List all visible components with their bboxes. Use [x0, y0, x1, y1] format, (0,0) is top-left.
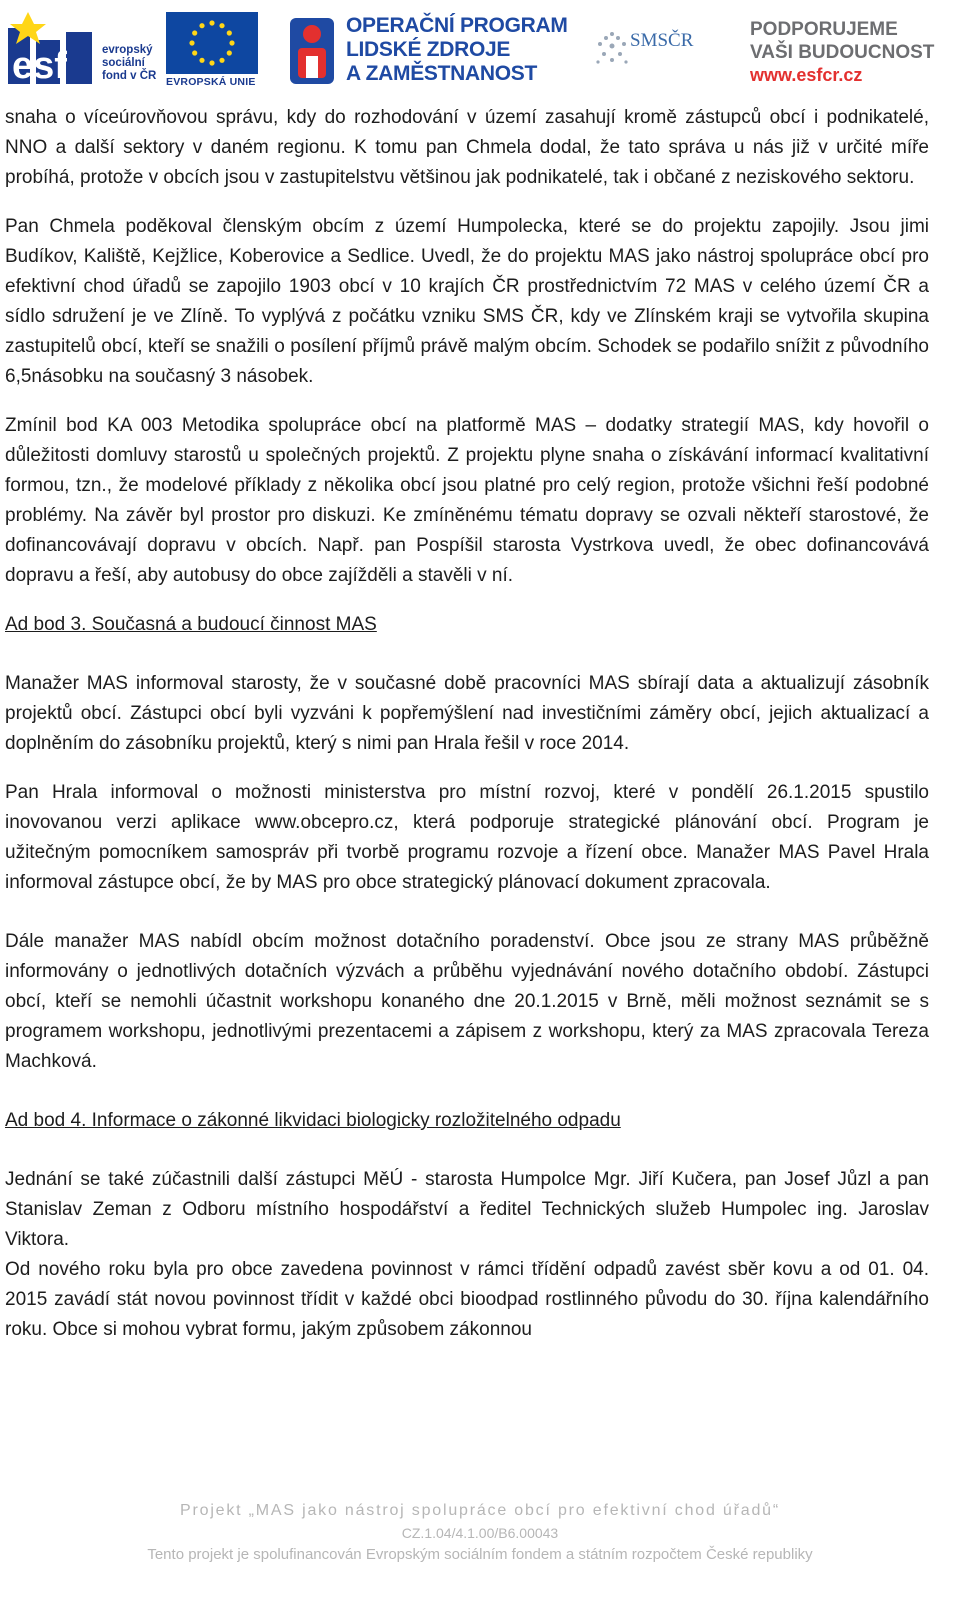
paragraph-obcepro: Pan Hrala informoval o možnosti ministerstva pro místní rozvoj, které v pondělí 26.1.2015 spustilo inovovanou verzi aplikace www.obcepro.cz, která podporuje strategické plánování obcí. Program je užitečným pomocníkem samospráv při tvorbě programu rozvoje a řízení obce. Manažer MAS Pavel Hrala informoval zástupce obcí, že by MAS pro obce strategický plánovací dokument zpracovala. [5, 782, 929, 893]
esf-caption-line: fond v ČR [102, 70, 157, 82]
esf-logo [6, 10, 96, 88]
paragraph-grant-advisory: Dále manažer MAS nabídl obcím možnost dotačního poradenství. Obce jsou ze strany MAS průběžně informovány o jednotlivých dotačních výzvách a průběhu vyjednávání nového dotačního období. Zástupci obcí, kteří se nemohli účastnit workshopu konaného dne 20.1.2015 v Brně, měli možnost seznámit se s programem workshopu, jednotlivými prezentacemi a zápisem z workshopu, který za MAS zpracovala Tereza Machková. [5, 931, 929, 1072]
esf-caption-line: sociální [102, 57, 145, 69]
footer-funding-note: Tento projekt je spolufinancován Evropským sociálním fondem a státním rozpočtem České republiky [147, 1546, 813, 1563]
paragraph-attendees: Jednání se také zúčastnili další zástupci MěÚ - starosta Humpolce Mgr. Jiří Kučera, pan Josef Jůzl a pan Stanislav Zeman z Odboru místního hospodářství a ředitel Technických služeb Humpolec ing. Jaroslav Viktora. [5, 1169, 929, 1250]
logo-header [0, 0, 960, 96]
paragraph-bio-waste: Od nového roku byla pro obce zavedena povinnost v rámci třídění odpadů zavést sběr kovu a od 01. 04. 2015 zavádí stát novou povinnost třídit v každé obci bioodpad rostlinného původu do 30. října kalendářního roku. Obce si mohou vybrat formu, jakým způsobem zákonnou [5, 1259, 929, 1340]
paragraph-multilevel-governance: snaha o víceúrovňovou správu, kdy do rozhodování v území zasahují kromě zástupců obcí i podnikatelé, NNO a další sektory v daném regionu. K tomu pan Chmela dodal, že tato správa u nás již v určité míře probíhá, protože v obcích jsou v zastupitelstvu většinou jak podnikatelé, tak i občané z neziskového sektoru. [5, 107, 929, 188]
op-title-line: A ZAMĚSTNANOST [346, 62, 538, 85]
footer-project-code: CZ.1.04/4.1.00/B6.00043 [401, 1525, 559, 1541]
support-line: VAŠI BUDOUCNOST [750, 42, 935, 63]
support-url: www.esfcr.cz [750, 65, 863, 85]
project-footer [0, 1500, 960, 1566]
footer-project-name: Projekt „MAS jako nástroj spolupráce obcí pro efektivní chod úřadů“ [180, 1502, 780, 1519]
smscr-name: SMSČR [630, 30, 694, 51]
op-lzz-title [346, 14, 568, 86]
paragraph-ka003: Zmínil bod KA 003 Metodika spolupráce obcí na platformě MAS – dodatky strategií MAS, kdy hovořil o důležitosti domluvy starostů u společných projektů. Z projektu plyne snaha o získávání informací kvalitativní formou, tzn., že modelové příklady z několika obcí jsou platné pro celý region, protože všichni řeší podobné problémy. Na závěr byl prostor pro diskuzi. Ke zmíněnému tématu dopravy se ozvali někteří starostové, že dofinancovávají dopravu v obcích. Např. pan Pospíšil starosta Vystrkova uvedl, že obec dofinancovává dopravu a řeší, aby autobusy do obce zajížděli a stavěli v ní. [5, 415, 929, 586]
support-slogan [750, 18, 934, 87]
support-line: PODPORUJEME [750, 19, 898, 40]
esf-caption [102, 44, 156, 83]
paragraph-member-municipalities: Pan Chmela poděkoval členským obcím z území Humpolecka, které se do projektu zapojily. Jsou jimi Budíkov, Kaliště, Kejžlice, Koberovice a Sedlice. Uvedl, že do projektu MAS jako nástroj spolupráce obcí pro efektivní chod úřadů se zapojilo 1903 obcí v 10 krajích ČR prostřednictvím 72 MAS v celého území ČR a sídlo sdružení je ve Zlíně. To vyplývá z počátku vzniku SMS ČR, kdy ve Zlínském kraji se vytvořila skupina zastupitelů obcí, kteří se snažili o posílení příjmů právě malým obcím. Schodek se podařilo snížit z původního 6,5násobku na současný 3 násobek. [5, 216, 929, 387]
eu-flag-icon [166, 12, 258, 74]
op-lzz-logo-icon [288, 8, 336, 88]
op-title-line: LIDSKÉ ZDROJE [346, 38, 511, 61]
esf-caption-line: evropský [102, 44, 153, 56]
section-heading-3: Ad bod 3. Současná a budoucí činnost MAS [5, 614, 377, 635]
esf-logo-text: esf [12, 45, 67, 87]
document-body [5, 103, 929, 1345]
op-title-line: OPERAČNÍ PROGRAM [346, 14, 568, 37]
paragraph-project-stack: Manažer MAS informoval starosty, že v současné době pracovníci MAS sbírají data a aktualizují zásobník projektů obcí. Zástupci obcí byli vyzváni k popřemýšlení nad investičními záměry obcí, jejich aktualizací a doplněním do zásobníku projektů, který s nimi pan Hrala řešil v roce 2014. [5, 673, 929, 754]
section-heading-4: Ad bod 4. Informace o zákonné likvidaci biologicky rozložitelného odpadu [5, 1110, 621, 1131]
eu-caption: EVROPSKÁ UNIE [166, 76, 256, 88]
